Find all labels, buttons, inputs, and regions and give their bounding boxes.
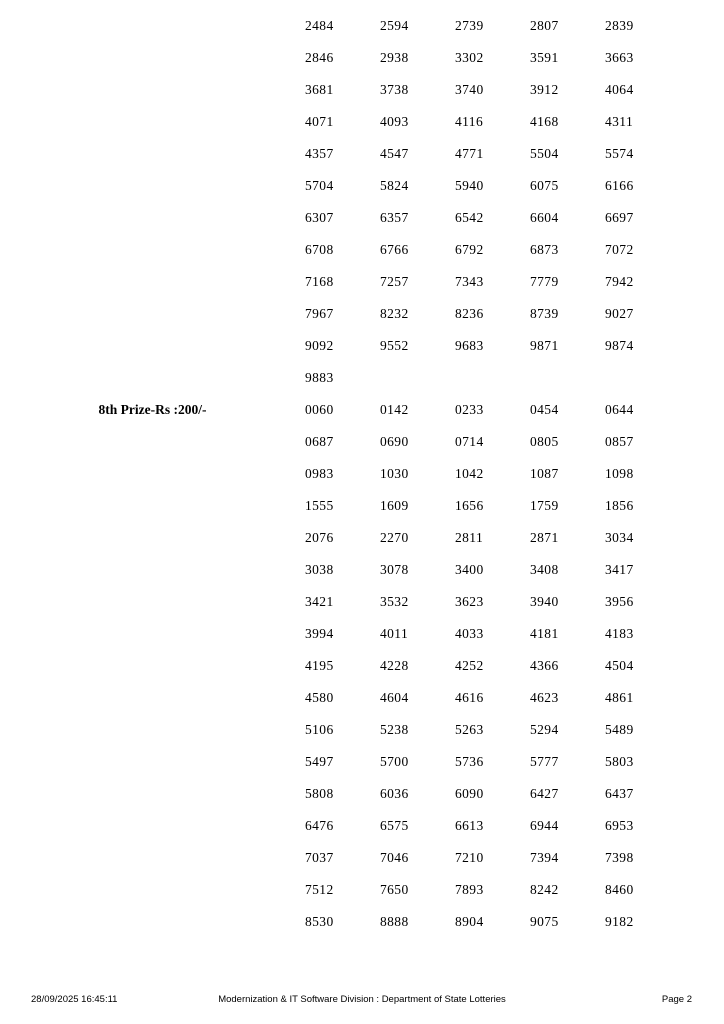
prize-number: 9683 bbox=[455, 338, 484, 353]
number-group bbox=[305, 594, 724, 610]
table-row bbox=[0, 178, 724, 210]
table-row bbox=[0, 370, 724, 402]
prize-number: 6075 bbox=[530, 178, 559, 193]
number-group bbox=[305, 402, 724, 418]
prize-number: 7037 bbox=[305, 850, 334, 865]
prize-number: 8236 bbox=[455, 306, 484, 321]
table-row bbox=[0, 914, 724, 946]
prize-number: 4861 bbox=[605, 690, 634, 705]
prize-number: 4771 bbox=[455, 146, 484, 161]
table-row bbox=[0, 402, 724, 434]
prize-number: 9182 bbox=[605, 914, 634, 929]
prize-number: 3034 bbox=[605, 530, 634, 545]
prize-number: 5489 bbox=[605, 722, 634, 737]
prize-number: 2484 bbox=[305, 18, 334, 33]
prize-number: 6357 bbox=[380, 210, 409, 225]
prize-number: 6613 bbox=[455, 818, 484, 833]
prize-number: 0690 bbox=[380, 434, 409, 449]
prize-number: 2811 bbox=[455, 530, 484, 545]
prize-section bbox=[0, 402, 724, 946]
prize-number: 3740 bbox=[455, 82, 484, 97]
prize-number: 9871 bbox=[530, 338, 559, 353]
table-row bbox=[0, 754, 724, 786]
table-row bbox=[0, 850, 724, 882]
prize-number: 5504 bbox=[530, 146, 559, 161]
prize-number: 2739 bbox=[455, 18, 484, 33]
prize-number: 4616 bbox=[455, 690, 484, 705]
prize-number: 0454 bbox=[530, 402, 559, 417]
prize-number: 2839 bbox=[605, 18, 634, 33]
prize-number: 8232 bbox=[380, 306, 409, 321]
prize-number: 4228 bbox=[380, 658, 409, 673]
prize-number: 3532 bbox=[380, 594, 409, 609]
prize-number: 4604 bbox=[380, 690, 409, 705]
prize-number: 5940 bbox=[455, 178, 484, 193]
prize-number: 7394 bbox=[530, 850, 559, 865]
prize-number: 0644 bbox=[605, 402, 634, 417]
prize-label: 8th Prize-Rs :200/- bbox=[98, 402, 207, 417]
number-group bbox=[305, 786, 724, 802]
prize-number: 4252 bbox=[455, 658, 484, 673]
prize-number: 4547 bbox=[380, 146, 409, 161]
prize-number: 5574 bbox=[605, 146, 634, 161]
number-group bbox=[305, 434, 724, 450]
prize-number: 0687 bbox=[305, 434, 334, 449]
prize-number: 0805 bbox=[530, 434, 559, 449]
number-group bbox=[305, 754, 724, 770]
prize-number: 6792 bbox=[455, 242, 484, 257]
prize-number: 7893 bbox=[455, 882, 484, 897]
prize-number: 7046 bbox=[380, 850, 409, 865]
number-group bbox=[305, 50, 724, 66]
footer-page-number: Page 2 bbox=[661, 994, 692, 1005]
prize-number: 2076 bbox=[305, 530, 334, 545]
prize-number: 3956 bbox=[605, 594, 634, 609]
table-row bbox=[0, 882, 724, 914]
prize-number: 5824 bbox=[380, 178, 409, 193]
prize-number: 4093 bbox=[380, 114, 409, 129]
prize-number: 5106 bbox=[305, 722, 334, 737]
prize-number: 0142 bbox=[380, 402, 409, 417]
prize-number: 9092 bbox=[305, 338, 334, 353]
prize-number: 0714 bbox=[455, 434, 484, 449]
prize-number: 3663 bbox=[605, 50, 634, 65]
prize-number: 4183 bbox=[605, 626, 634, 641]
prize-number: 6542 bbox=[455, 210, 484, 225]
prize-number: 8530 bbox=[305, 914, 334, 929]
prize-number: 7210 bbox=[455, 850, 484, 865]
prize-number: 5803 bbox=[605, 754, 634, 769]
prize-number: 3400 bbox=[455, 562, 484, 577]
number-group bbox=[305, 530, 724, 546]
prize-number: 5704 bbox=[305, 178, 334, 193]
prize-number: 1609 bbox=[380, 498, 409, 513]
prize-number: 6604 bbox=[530, 210, 559, 225]
number-group bbox=[305, 210, 724, 226]
prize-number: 4195 bbox=[305, 658, 334, 673]
number-group bbox=[305, 562, 724, 578]
number-group bbox=[305, 690, 724, 706]
table-row bbox=[0, 274, 724, 306]
prize-number: 4033 bbox=[455, 626, 484, 641]
prize-number: 3417 bbox=[605, 562, 634, 577]
prize-number: 7650 bbox=[380, 882, 409, 897]
prize-number: 5777 bbox=[530, 754, 559, 769]
footer-timestamp: 28/09/2025 16:45:11 bbox=[31, 994, 118, 1005]
prize-number: 1759 bbox=[530, 498, 559, 513]
prize-number: 7168 bbox=[305, 274, 334, 289]
prize-number: 6476 bbox=[305, 818, 334, 833]
prize-number: 1030 bbox=[380, 466, 409, 481]
prize-number: 0060 bbox=[305, 402, 334, 417]
table-row bbox=[0, 690, 724, 722]
prize-number: 2846 bbox=[305, 50, 334, 65]
prize-number: 3994 bbox=[305, 626, 334, 641]
prize-number: 6697 bbox=[605, 210, 634, 225]
table-row bbox=[0, 626, 724, 658]
prize-number: 3078 bbox=[380, 562, 409, 577]
number-group bbox=[305, 306, 724, 322]
footer-department: Modernization & IT Software Division : Department of State Lotteries bbox=[218, 994, 506, 1005]
table-row bbox=[0, 50, 724, 82]
prize-number: 3591 bbox=[530, 50, 559, 65]
prize-number: 7398 bbox=[605, 850, 634, 865]
prize-number: 0983 bbox=[305, 466, 334, 481]
prize-number: 6766 bbox=[380, 242, 409, 257]
prize-number: 7942 bbox=[605, 274, 634, 289]
number-group bbox=[305, 18, 724, 34]
prize-number: 4311 bbox=[605, 114, 634, 129]
table-row bbox=[0, 722, 724, 754]
prize-number: 1656 bbox=[455, 498, 484, 513]
prize-number: 3912 bbox=[530, 82, 559, 97]
number-group bbox=[305, 498, 724, 514]
prize-number: 8888 bbox=[380, 914, 409, 929]
prize-number: 1098 bbox=[605, 466, 634, 481]
table-row bbox=[0, 146, 724, 178]
prize-number: 7779 bbox=[530, 274, 559, 289]
number-group bbox=[305, 658, 724, 674]
prize-number: 9075 bbox=[530, 914, 559, 929]
table-row bbox=[0, 434, 724, 466]
prize-number: 4011 bbox=[380, 626, 409, 641]
prize-number: 7512 bbox=[305, 882, 334, 897]
prize-number: 6708 bbox=[305, 242, 334, 257]
prize-number: 2871 bbox=[530, 530, 559, 545]
page-footer bbox=[0, 994, 724, 1010]
prize-number: 6873 bbox=[530, 242, 559, 257]
number-group bbox=[305, 722, 724, 738]
number-group bbox=[305, 914, 724, 930]
prize-number: 4357 bbox=[305, 146, 334, 161]
number-group bbox=[305, 178, 724, 194]
number-group bbox=[305, 466, 724, 482]
prize-number: 5294 bbox=[530, 722, 559, 737]
table-row bbox=[0, 818, 724, 850]
table-row bbox=[0, 530, 724, 562]
prize-number: 6953 bbox=[605, 818, 634, 833]
prize-number: 6944 bbox=[530, 818, 559, 833]
prize-number: 8242 bbox=[530, 882, 559, 897]
prize-number: 4181 bbox=[530, 626, 559, 641]
prize-number: 3940 bbox=[530, 594, 559, 609]
prize-number: 0857 bbox=[605, 434, 634, 449]
prize-number: 7072 bbox=[605, 242, 634, 257]
prize-number: 4116 bbox=[455, 114, 484, 129]
prize-number: 3038 bbox=[305, 562, 334, 577]
prize-number: 7967 bbox=[305, 306, 334, 321]
number-group bbox=[305, 626, 724, 642]
prize-number: 9552 bbox=[380, 338, 409, 353]
table-row bbox=[0, 338, 724, 370]
prize-number: 4504 bbox=[605, 658, 634, 673]
prize-number: 3623 bbox=[455, 594, 484, 609]
prize-number: 8739 bbox=[530, 306, 559, 321]
prize-number: 4580 bbox=[305, 690, 334, 705]
table-row bbox=[0, 114, 724, 146]
prize-number: 4623 bbox=[530, 690, 559, 705]
number-group bbox=[305, 370, 724, 386]
number-group bbox=[305, 114, 724, 130]
prize-number: 4366 bbox=[530, 658, 559, 673]
prize-number: 5700 bbox=[380, 754, 409, 769]
prize-number: 9027 bbox=[605, 306, 634, 321]
prize-number: 2594 bbox=[380, 18, 409, 33]
prize-number: 6575 bbox=[380, 818, 409, 833]
table-row bbox=[0, 498, 724, 530]
number-group bbox=[305, 338, 724, 354]
prize-number: 1042 bbox=[455, 466, 484, 481]
prize-number: 5238 bbox=[380, 722, 409, 737]
prize-section bbox=[0, 18, 724, 402]
prize-number: 9883 bbox=[305, 370, 334, 385]
prize-number: 6090 bbox=[455, 786, 484, 801]
number-group bbox=[305, 882, 724, 898]
prize-number: 3681 bbox=[305, 82, 334, 97]
prize-number: 5497 bbox=[305, 754, 334, 769]
prize-number: 8460 bbox=[605, 882, 634, 897]
table-row bbox=[0, 306, 724, 338]
number-group bbox=[305, 818, 724, 834]
prize-number: 3408 bbox=[530, 562, 559, 577]
table-row bbox=[0, 82, 724, 114]
prize-number: 2270 bbox=[380, 530, 409, 545]
prize-number: 1856 bbox=[605, 498, 634, 513]
prize-number: 0233 bbox=[455, 402, 484, 417]
prize-number: 5808 bbox=[305, 786, 334, 801]
number-group bbox=[305, 146, 724, 162]
prize-number: 7257 bbox=[380, 274, 409, 289]
number-group bbox=[305, 850, 724, 866]
prize-number: 5263 bbox=[455, 722, 484, 737]
number-group bbox=[305, 242, 724, 258]
table-row bbox=[0, 210, 724, 242]
prize-number: 4168 bbox=[530, 114, 559, 129]
prize-number: 6427 bbox=[530, 786, 559, 801]
number-group bbox=[305, 274, 724, 290]
prize-number: 8904 bbox=[455, 914, 484, 929]
prize-number: 6307 bbox=[305, 210, 334, 225]
number-group bbox=[305, 82, 724, 98]
prize-number: 3738 bbox=[380, 82, 409, 97]
table-row bbox=[0, 562, 724, 594]
prize-number: 5736 bbox=[455, 754, 484, 769]
prize-number: 1087 bbox=[530, 466, 559, 481]
prize-number: 4064 bbox=[605, 82, 634, 97]
prize-number: 3302 bbox=[455, 50, 484, 65]
prize-number: 2807 bbox=[530, 18, 559, 33]
table-row bbox=[0, 466, 724, 498]
prize-number: 1555 bbox=[305, 498, 334, 513]
prize-number: 2938 bbox=[380, 50, 409, 65]
prize-number: 7343 bbox=[455, 274, 484, 289]
table-row bbox=[0, 594, 724, 626]
table-row bbox=[0, 18, 724, 50]
prize-number: 6036 bbox=[380, 786, 409, 801]
prize-number: 6437 bbox=[605, 786, 634, 801]
table-row bbox=[0, 786, 724, 818]
prize-table bbox=[0, 18, 724, 946]
prize-number: 6166 bbox=[605, 178, 634, 193]
table-row bbox=[0, 242, 724, 274]
prize-number: 3421 bbox=[305, 594, 334, 609]
prize-number: 9874 bbox=[605, 338, 634, 353]
table-row bbox=[0, 658, 724, 690]
prize-number: 4071 bbox=[305, 114, 334, 129]
